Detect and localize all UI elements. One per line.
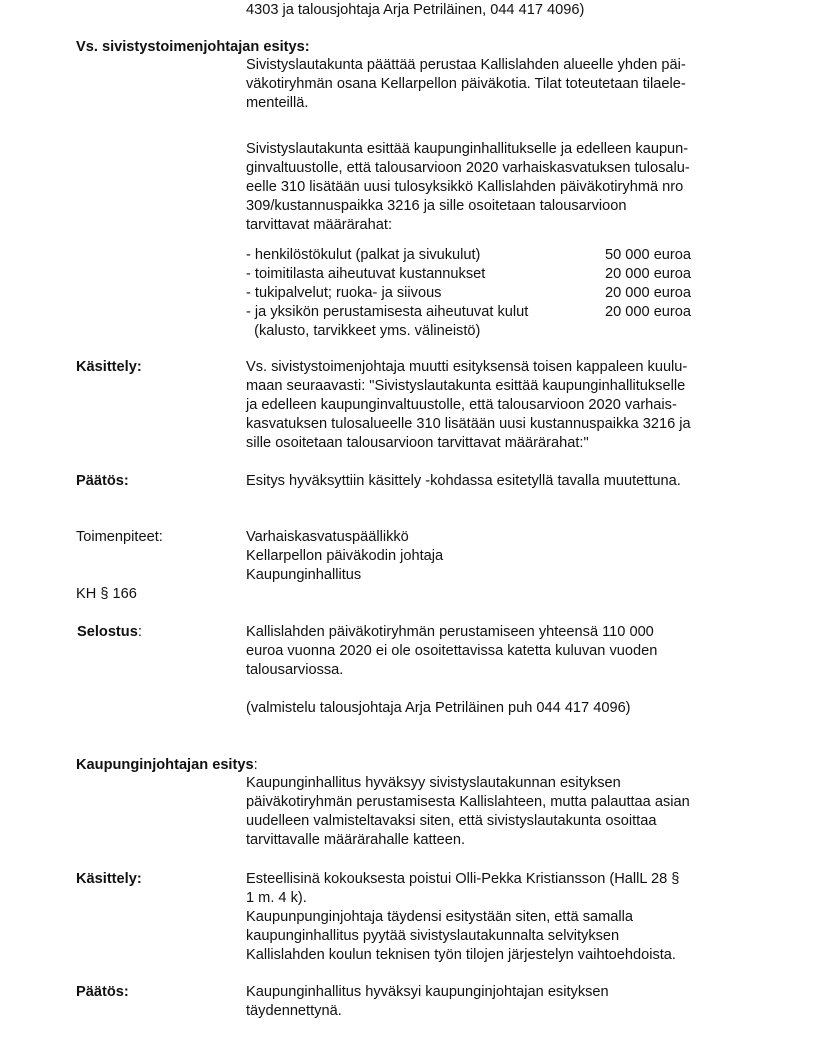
- continuation-line: [246, 1, 746, 20]
- text-line: Kaupunginhallitus hyväksyy sivistyslautakunnan esityksen: [246, 775, 621, 791]
- toimenpiteet-list: [246, 528, 746, 585]
- recipient: Varhaiskasvatuspäällikkö: [246, 529, 409, 545]
- esitys-paragraph-1: [246, 56, 746, 113]
- recipient: Kellarpellon päiväkodin johtaja: [246, 548, 444, 564]
- cost-row: [246, 265, 746, 284]
- cost-item: - ja yksikön perustamisesta aiheutuvat kulut: [246, 304, 529, 320]
- text-line: päiväkotiryhmän perustamisesta Kallislahteen, mutta palauttaa asian: [246, 794, 690, 810]
- cost-note: (kalusto, tarvikkeet yms. välineistö): [246, 323, 481, 339]
- cost-amount: 20 000 euroa: [605, 285, 692, 301]
- section-label-paatos: Päätös:: [76, 473, 129, 489]
- cost-item: - tukipalvelut; ruoka- ja siivous: [246, 285, 442, 301]
- text-line: 1 m. 4 k).: [246, 890, 307, 906]
- kasittely-text: [246, 358, 746, 453]
- selostus-label-bold: Selostus: [77, 624, 138, 640]
- continuation-text: 4303 ja talousjohtaja Arja Petriläinen, 044 417 4096): [246, 2, 585, 18]
- selostus-label-colon: :: [137, 624, 142, 640]
- section-label-vs-sivistystoimenjohtajan-esitys: Vs. sivistystoimenjohtajan esitys:: [76, 39, 310, 55]
- section-label-toimenpiteet: Toimenpiteet:: [76, 529, 163, 545]
- recipient: Kaupunginhallitus: [246, 567, 362, 583]
- text-line: väkotiryhmän osana Kellarpellon päiväkotia. Tilat toteutetaan tilaele-: [246, 76, 686, 92]
- text-line: tarvittavat määrärahat:: [246, 217, 393, 233]
- cost-row: [246, 284, 746, 303]
- text-line: kasvatuksen tulosalueelle 310 lisätään uusi kustannuspaikka 3216 ja: [246, 416, 691, 432]
- text-line: euroa vuonna 2020 ei ole osoitettavissa katetta kuluvan vuoden: [246, 643, 658, 659]
- paatos-2-text: [246, 983, 746, 1021]
- cost-list: [246, 246, 746, 341]
- text-line: Kaupunginhallitus hyväksyi kaupunginjohtajan esityksen: [246, 984, 609, 1000]
- cost-item: - toimitilasta aiheutuvat kustannukset: [246, 266, 486, 282]
- text-line: kaupunginhallitus pyytää sivistyslautakunnalta selvityksen: [246, 928, 620, 944]
- text-line: Sivistyslautakunta esittää kaupunginhallitukselle ja edelleen kaupun-: [246, 141, 689, 157]
- cost-amount: 50 000 euroa: [605, 247, 692, 263]
- cost-row: [246, 246, 746, 265]
- text-line: uudelleen valmisteltavaksi siten, että sivistyslautakunta osoittaa: [246, 813, 657, 829]
- text-line: täydennettynä.: [246, 1003, 342, 1019]
- text-line: Sivistyslautakunta päättää perustaa Kallislahden alueelle yhden päi-: [246, 57, 686, 73]
- section-label-selostus: [77, 623, 142, 642]
- cost-row: [246, 303, 746, 322]
- cost-amount: 20 000 euroa: [605, 266, 692, 282]
- text-line: maan seuraavasti: "Sivistyslautakunta esittää kaupunginhallitukselle: [246, 378, 686, 394]
- text-line: Esitys hyväksyttiin käsittely -kohdassa esitetyllä tavalla muutettuna.: [246, 473, 681, 489]
- kaupunginjohtaja-text: [246, 774, 746, 850]
- kasittely-2-text: [246, 870, 746, 965]
- selostus-text: [246, 623, 746, 680]
- cost-item: - henkilöstökulut (palkat ja sivukulut): [246, 247, 481, 263]
- text-line: tarvittavalle määrärahalle katteen.: [246, 832, 466, 848]
- text-line: menteillä.: [246, 95, 309, 111]
- kh-section-reference: KH § 166: [76, 586, 137, 602]
- text-line: Kallislahden päiväkotiryhmän perustamiseen yhteensä 110 000: [246, 624, 654, 640]
- text-line: Kallislahden koulun teknisen työn tilojen järjestelyn vaihtoehdoista.: [246, 947, 676, 963]
- text-line: ja edelleen kaupunginvaltuustolle, että talousarvioon 2020 varhais-: [246, 397, 677, 413]
- section-label-kasittely: Käsittely:: [76, 359, 142, 375]
- text-line: eelle 310 lisätään uusi tulosyksikkö Kallislahden päiväkotiryhmä nro: [246, 179, 684, 195]
- cost-note-row: [246, 322, 746, 341]
- kaupunginjohtaja-label-bold: Kaupunginjohtajan esitys: [76, 757, 254, 773]
- text-line: talousarviossa.: [246, 662, 344, 678]
- text-line: Vs. sivistystoimenjohtaja muutti esityksensä toisen kappaleen kuulu-: [246, 359, 688, 375]
- text-line: ginvaltuustolle, että talousarvioon 2020 varhaiskasvatuksen tulosalu-: [246, 160, 690, 176]
- kaupunginjohtaja-label-colon: :: [253, 757, 258, 773]
- cost-amount: 20 000 euroa: [605, 304, 692, 320]
- section-label-paatos-2: Päätös:: [76, 984, 129, 1000]
- preparer-note: (valmistelu talousjohtaja Arja Petriläinen puh 044 417 4096): [246, 700, 631, 716]
- section-label-kaupunginjohtajan-esitys: [76, 756, 258, 775]
- section-label-kasittely-2: Käsittely:: [76, 871, 142, 887]
- paatos-text: [246, 472, 746, 491]
- text-line: 309/kustannuspaikka 3216 ja sille osoitetaan talousarvioon: [246, 198, 627, 214]
- text-line: Esteellisinä kokouksesta poistui Olli-Pekka Kristiansson (HallL 28 §: [246, 871, 680, 887]
- text-line: sille osoitetaan talousarvioon tarvittavat määrärahat:": [246, 435, 589, 451]
- selostus-note: [246, 699, 746, 718]
- text-line: Kaupunpunginjohtaja täydensi esitystään siten, että samalla: [246, 909, 633, 925]
- esitys-paragraph-2: [246, 140, 746, 235]
